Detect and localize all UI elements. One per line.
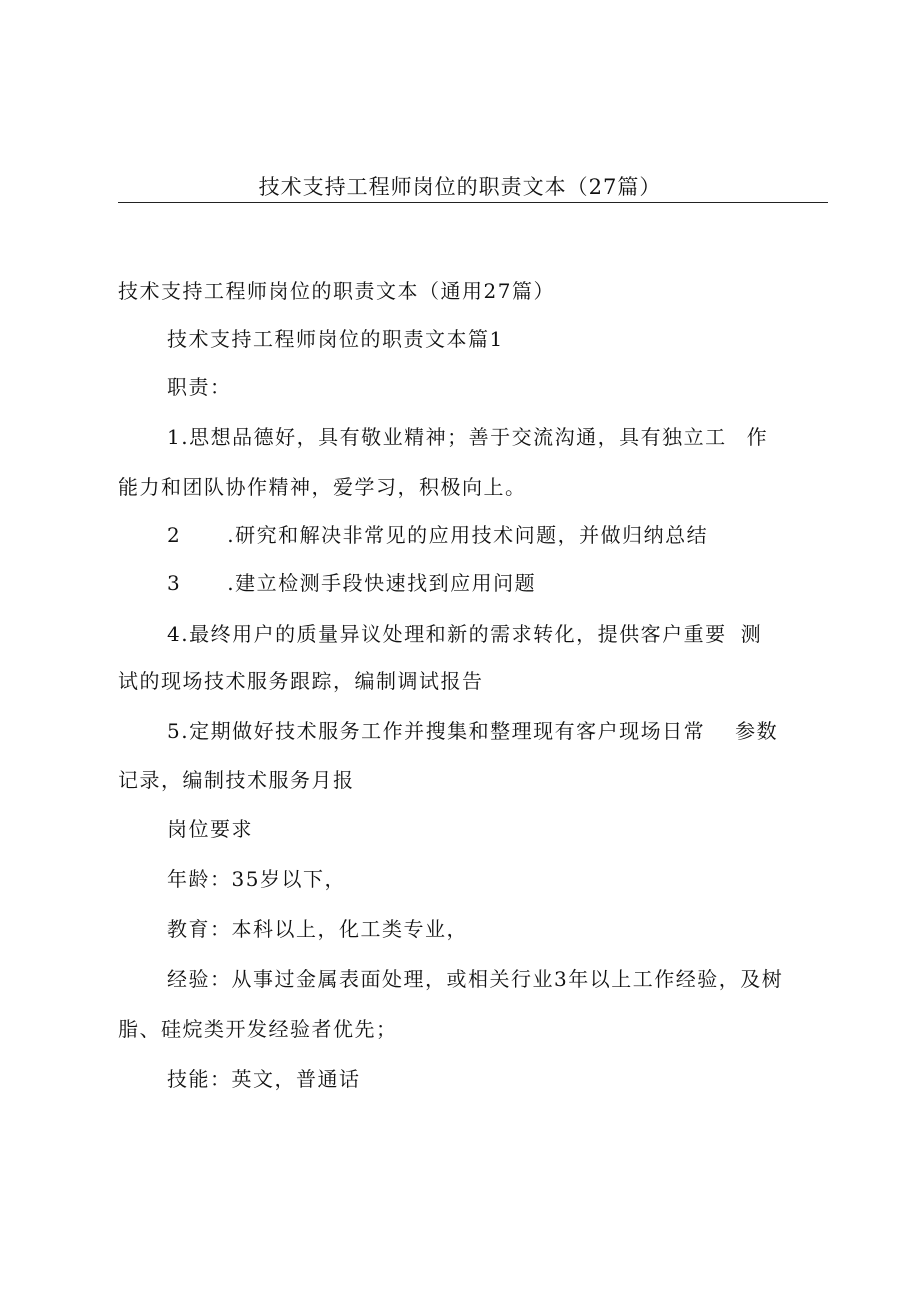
duty-item-3 xyxy=(167,568,536,598)
duty-item-1 xyxy=(167,422,768,452)
duty-item-5 xyxy=(167,716,778,746)
duties-label: 职责： xyxy=(167,375,232,399)
duty-number: 5 xyxy=(167,719,182,743)
requirement-skills: 技能：英文，普通话 xyxy=(167,1067,361,1091)
document-title: 技术支持工程师岗位的职责文本（27篇） xyxy=(258,175,662,199)
requirement-education: 教育：本科以上，化工类专业， xyxy=(167,917,468,941)
duty-number: 4 xyxy=(167,622,182,646)
duty-number: 3 xyxy=(167,571,182,595)
duty-item-4-continuation: 试的现场技术服务跟踪，编制调试报告 xyxy=(118,669,484,693)
duty-text-tail: 参数 xyxy=(735,719,779,743)
requirement-age: 年龄：35岁以下， xyxy=(167,867,346,891)
duty-item-1-continuation: 能力和团队协作精神，爱学习，积极向上。 xyxy=(118,475,527,499)
duty-text: .定期做好技术服务工作并搜集和整理现有客户现场日常 xyxy=(181,719,706,743)
requirements-label: 岗位要求 xyxy=(167,817,253,841)
duty-text: .建立检测手段快速找到应用问题 xyxy=(227,571,537,595)
duty-text: .研究和解决非常见的应用技术问题，并做归纳总结 xyxy=(227,523,709,547)
duty-text: .最终用户的质量异议处理和新的需求转化，提供客户重要 xyxy=(181,622,727,646)
duty-text: .思想品德好，具有敬业精神；善于交流沟通，具有独立工 xyxy=(181,425,727,449)
requirement-experience: 经验：从事过金属表面处理，或相关行业3年以上工作经验，及树 xyxy=(167,967,784,991)
document-subtitle: 技术支持工程师岗位的职责文本（通用27篇） xyxy=(118,279,555,303)
title-underline xyxy=(118,202,828,203)
duty-item-2 xyxy=(167,520,708,550)
requirement-experience-continuation: 脂、硅烷类开发经验者优先； xyxy=(118,1017,398,1041)
duty-number: 1 xyxy=(167,425,182,449)
duty-item-5-continuation: 记录，编制技术服务月报 xyxy=(118,768,355,792)
duty-number: 2 xyxy=(167,523,182,547)
section-heading: 技术支持工程师岗位的职责文本篇1 xyxy=(167,327,504,351)
duty-text-tail: 作 xyxy=(746,425,769,449)
duty-item-4 xyxy=(167,619,762,649)
duty-text-tail: 测 xyxy=(740,622,763,646)
